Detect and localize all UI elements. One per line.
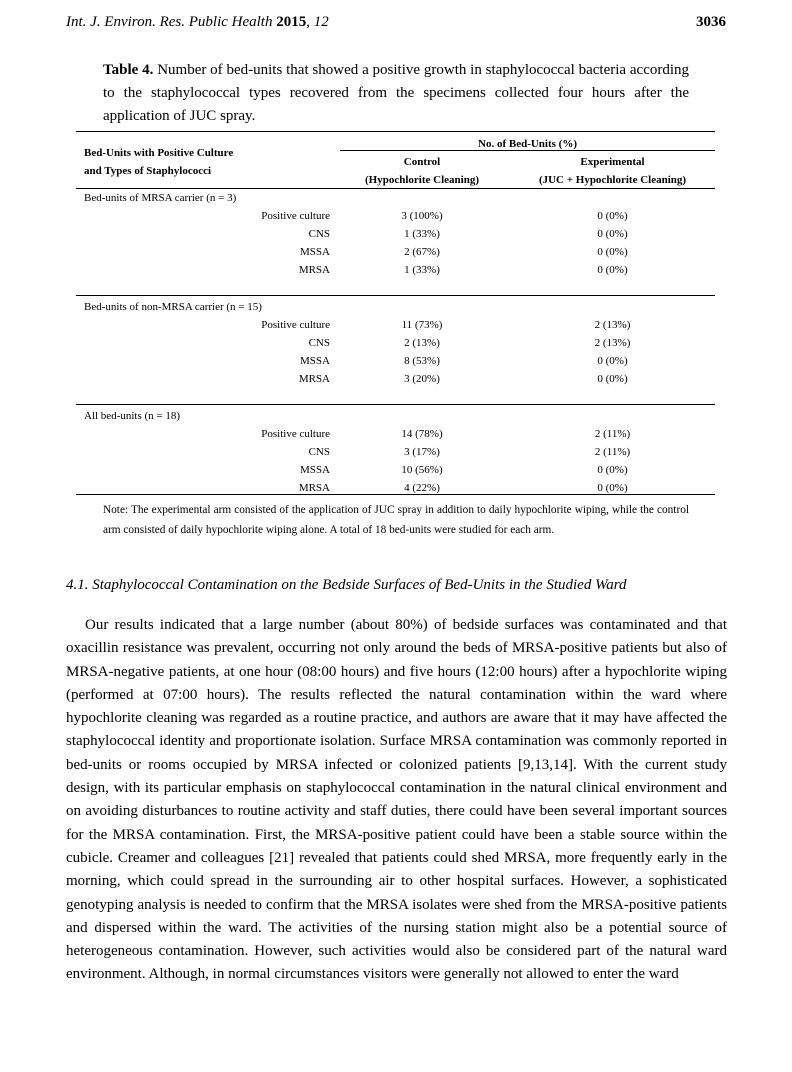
row-label: MSSA bbox=[300, 355, 330, 367]
control-value: 1 (33%) bbox=[404, 228, 440, 240]
row-label: CNS bbox=[308, 446, 330, 458]
experimental-value: 2 (11%) bbox=[594, 446, 631, 458]
group-rule bbox=[76, 295, 715, 296]
control-value: 2 (67%) bbox=[404, 246, 440, 258]
row-label: MRSA bbox=[298, 264, 330, 276]
control-value: 10 (56%) bbox=[401, 464, 443, 476]
running-header: Int. J. Environ. Res. Public Health 2015, 12 3036 bbox=[66, 14, 726, 30]
table-note: Note: The experimental arm consisted of the application of JUC spray in addition to daily hypochlorite wiping, while the control arm consisted of daily hypochlorite wiping alone. A total of 18 bed-units were studied for each arm. bbox=[103, 504, 689, 536]
table-top-rule bbox=[76, 131, 715, 132]
experimental-value: 0 (0%) bbox=[597, 355, 628, 367]
control-header-line2: (Hypochlorite Cleaning) bbox=[365, 174, 479, 186]
control-value: 2 (13%) bbox=[404, 337, 440, 349]
control-value: 11 (73%) bbox=[401, 319, 443, 331]
control-value: 8 (53%) bbox=[404, 355, 440, 367]
page-number: 3036 bbox=[696, 14, 726, 30]
row-label: MRSA bbox=[298, 373, 330, 385]
table-caption bbox=[103, 59, 689, 128]
experimental-value: 0 (0%) bbox=[597, 210, 628, 222]
journal-year: 2015 bbox=[276, 14, 307, 30]
control-value: 14 (78%) bbox=[401, 428, 443, 440]
group-title: Bed-units of MRSA carrier (n = 3) bbox=[84, 192, 237, 204]
row-label: CNS bbox=[308, 228, 330, 240]
group-title: All bed-units (n = 18) bbox=[84, 410, 181, 422]
experimental-value: 0 (0%) bbox=[597, 464, 628, 476]
control-header-line1: Control bbox=[403, 156, 441, 168]
group-rule bbox=[76, 404, 715, 405]
spanner-rule bbox=[340, 150, 715, 151]
control-value: 4 (22%) bbox=[404, 482, 440, 494]
experimental-value: 0 (0%) bbox=[597, 228, 628, 240]
control-value: 3 (100%) bbox=[401, 210, 443, 222]
header-bottom-rule bbox=[76, 188, 715, 189]
table-bottom-rule bbox=[76, 494, 715, 495]
experimental-value: 2 (11%) bbox=[594, 428, 631, 440]
group-title: Bed-units of non-MRSA carrier (n = 15) bbox=[84, 301, 262, 313]
stub-header-line2: and Types of Staphylococci bbox=[84, 165, 212, 177]
row-label: Positive culture bbox=[261, 319, 330, 331]
experimental-header-line2: (JUC + Hypochlorite Cleaning) bbox=[538, 174, 687, 186]
journal-name: Int. J. Environ. Res. Public Health bbox=[66, 14, 273, 30]
journal-volume: 12 bbox=[313, 14, 329, 30]
column-spanner: No. of Bed-Units (%) bbox=[478, 138, 577, 150]
experimental-value: 2 (13%) bbox=[594, 319, 631, 331]
experimental-value: 0 (0%) bbox=[597, 264, 628, 276]
control-value: 3 (17%) bbox=[404, 446, 440, 458]
body-paragraph: Our results indicated that a large number (about 80%) of bedside surfaces was contaminated and that oxacillin resistance was prevalent, occurring not only around the beds of MRSA-positive patients but also of MRSA-negative patients, at one hour (08:00 hours) and five hours (12:00 hours) after a hypochlorite wiping (performed at 07:00 hours). The results reflected the natural contamination within the ward where hypochlorite cleaning was regarded as a routine practice, and authors are aware that it may have affected the staphylococcal identity and proportionate isolation. Surface MRSA contamination was commonly reported in bed-units or rooms occupied by MRSA infected or colonized patients [9,13,14]. With the current study design, with its particular emphasis on staphylococcal contamination in the natural clinical environment and on avoiding disturbances to routine activity and staff duties, there could have been several important sources for the MRSA contamination. First, the MRSA-positive patient could have been a stable source within the cubicle. Creamer and colleagues [21] revealed that patients could shed MRSA, more frequently early in the morning, which could spread in the surrounding air to other hospital surfaces. However, a sophisticated genotyping analysis is needed to confirm that the MRSA isolates were shed from the MRSA-positive patients and dispersed within the ward. The activities of the nursing station might also be a potential source of heterogeneous contamination. However, such activities would also be considered part of the natural ward environment. Although, in normal circumstances visitors were generally not allowed to enter the ward bbox=[66, 617, 727, 983]
experimental-value: 2 (13%) bbox=[594, 337, 631, 349]
table-caption-text: Number of bed-units that showed a positive growth in staphylococcal bacteria according to the staphylococcal types recovered from the specimens collected four hours after the application of JUC spray. bbox=[103, 62, 690, 124]
row-label: Positive culture bbox=[261, 210, 330, 222]
experimental-value: 0 (0%) bbox=[597, 482, 628, 494]
experimental-value: 0 (0%) bbox=[597, 373, 628, 385]
control-value: 3 (20%) bbox=[404, 373, 440, 385]
row-label: CNS bbox=[308, 337, 330, 349]
experimental-value: 0 (0%) bbox=[597, 246, 628, 258]
row-label: MSSA bbox=[300, 246, 330, 258]
control-value: 1 (33%) bbox=[404, 264, 440, 276]
row-label: Positive culture bbox=[261, 428, 330, 440]
experimental-header-line1: Experimental bbox=[580, 156, 645, 168]
row-label: MRSA bbox=[298, 482, 330, 494]
row-label: MSSA bbox=[300, 464, 330, 476]
table-caption-label: Table 4. bbox=[103, 62, 154, 78]
stub-header-line1: Bed-Units with Positive Culture bbox=[84, 147, 234, 159]
section-heading: 4.1. Staphylococcal Contamination on the Bedside Surfaces of Bed-Units in the Studied Ward bbox=[66, 577, 627, 593]
